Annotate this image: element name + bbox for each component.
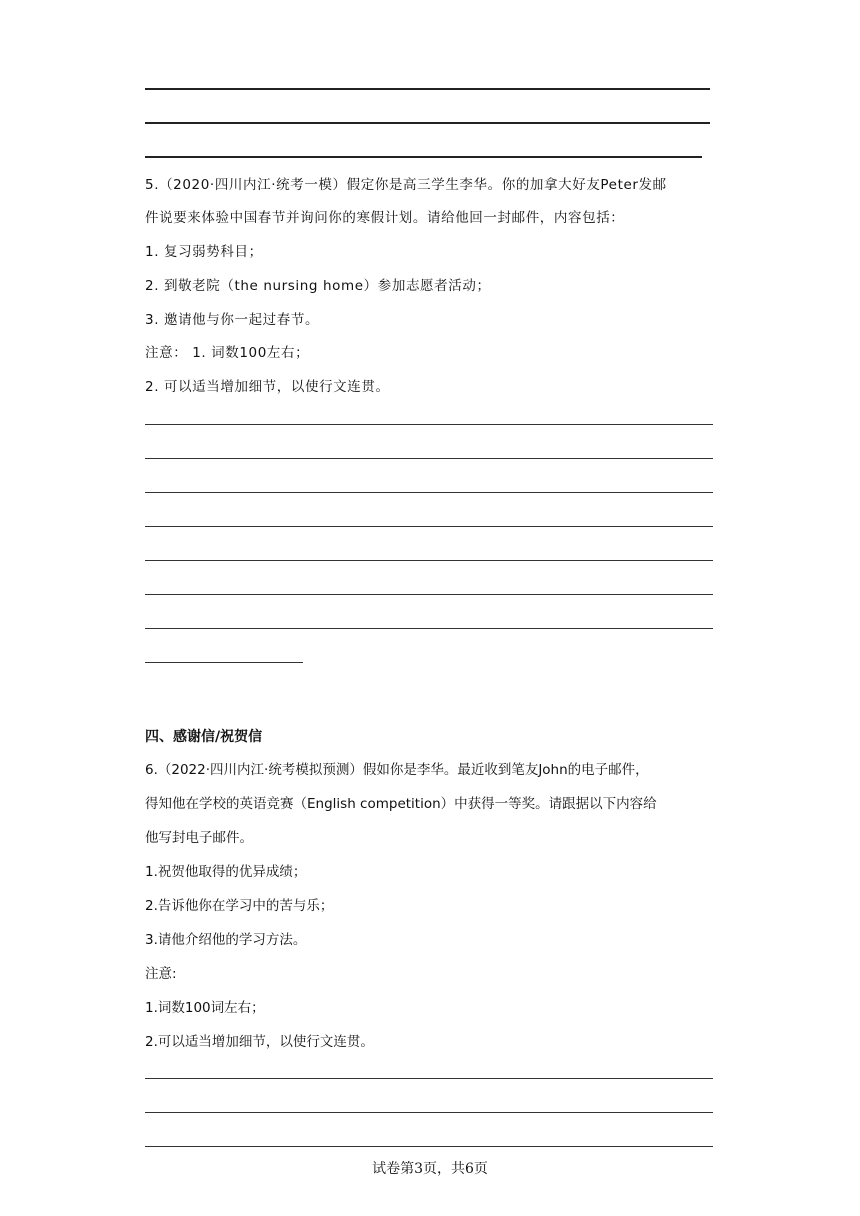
q5-note-2: 2. 可以适当增加细节，以使行文连贯。 (145, 379, 390, 395)
answer-line (145, 594, 713, 595)
q5-item-3: 3. 邀请他与你一起过春节。 (145, 312, 320, 328)
q5-prompt-line-1: 5.（2020·四川内江·统考一模）假定你是高三学生李华。你的加拿大好友Peter发邮 (145, 177, 667, 193)
answer-line (145, 1112, 713, 1113)
q5-item-1: 1. 复习弱势科目； (145, 244, 263, 260)
q6-prompt-line-2: 得知他在学校的英语竞赛（English competition）中获得一等奖。请跟据以下内容给 (145, 796, 657, 812)
answer-line (145, 560, 713, 561)
answer-line (145, 492, 713, 493)
answer-line (145, 1078, 713, 1079)
answer-line (145, 122, 710, 124)
page-footer: 试卷第3页，共6页 (372, 1161, 488, 1177)
answer-line (145, 1146, 713, 1147)
answer-line (145, 526, 713, 527)
answer-line (145, 156, 702, 158)
answer-line (145, 88, 710, 90)
section-heading: 四、感谢信/祝贺信 (145, 729, 263, 745)
q6-item-1: 1.祝贺他取得的优异成绩； (145, 864, 307, 880)
q6-note-1: 1.词数100词左右； (145, 1000, 265, 1016)
q5-note-1: 注意： 1. 词数100左右； (145, 345, 310, 361)
q6-item-3: 3.请他介绍他的学习方法。 (145, 932, 307, 948)
q6-note-2: 2.可以适当增加细节，以使行文连贯。 (145, 1034, 374, 1050)
q6-note-label: 注意: (145, 966, 177, 982)
answer-line (145, 424, 713, 425)
answer-line (145, 662, 303, 663)
q5-item-2: 2. 到敬老院（the nursing home）参加志愿者活动； (145, 278, 491, 294)
answer-line (145, 628, 713, 629)
q6-prompt-line-3: 他写封电子邮件。 (145, 830, 253, 846)
answer-line (145, 458, 713, 459)
q6-prompt-line-1: 6.（2022·四川内江·统考模拟预测）假如你是李华。最近收到笔友John的电子邮件， (145, 762, 649, 778)
q6-item-2: 2.告诉他你在学习中的苦与乐； (145, 898, 334, 914)
q5-prompt-line-2: 件说要来体验中国春节并询问你的寒假计划。请给他回一封邮件，内容包括： (145, 210, 625, 226)
